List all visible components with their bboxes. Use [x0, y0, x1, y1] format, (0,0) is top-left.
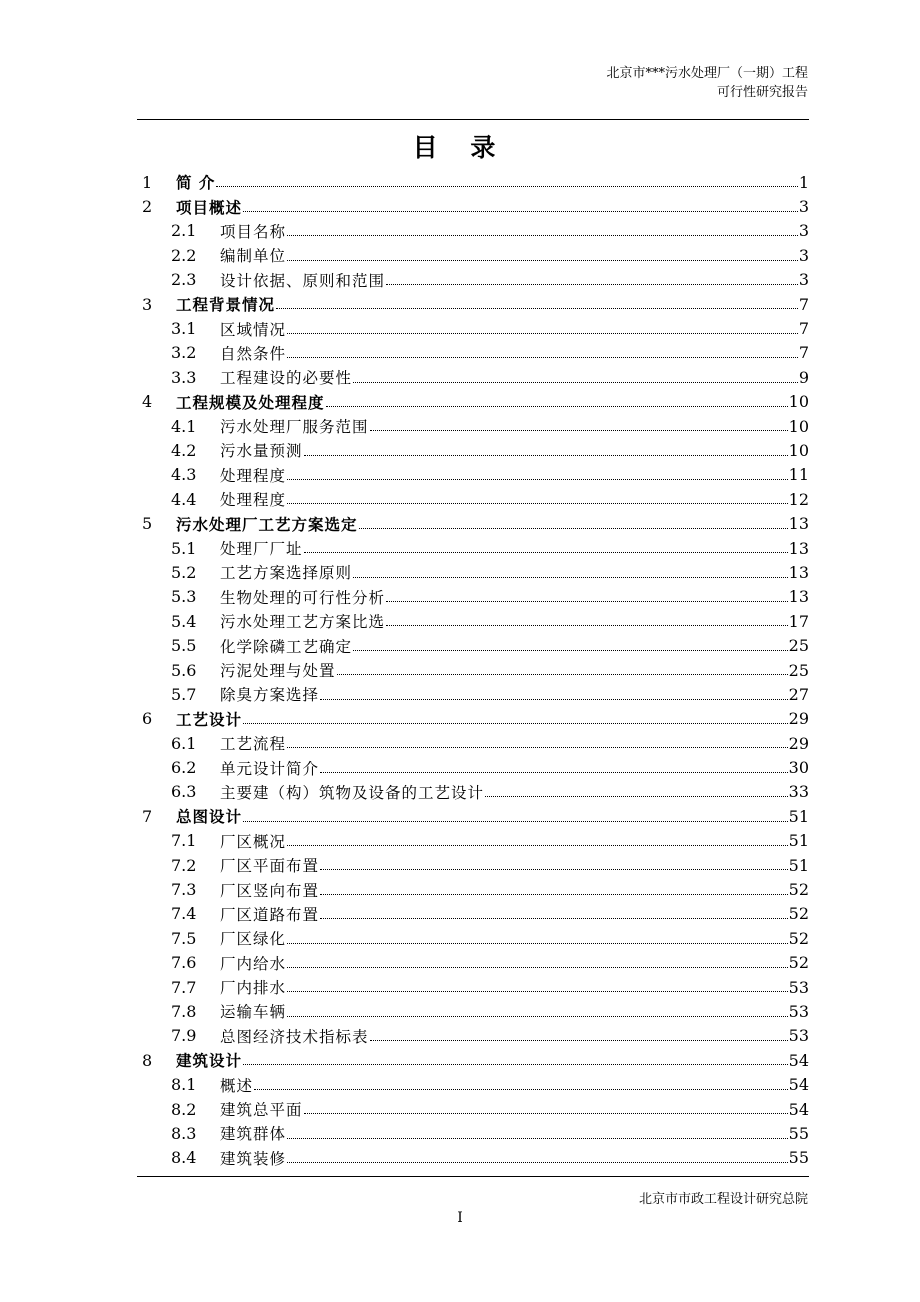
toc-entry-page: 17 — [788, 611, 809, 631]
toc-entry-number: 5.6 — [171, 660, 197, 680]
toc-entry-page: 29 — [788, 709, 809, 729]
toc-entry-page: 3 — [798, 270, 809, 290]
toc-entry-number: 7.4 — [171, 904, 197, 924]
dot-leader — [287, 746, 788, 748]
toc-entry-number: 7.3 — [171, 880, 197, 900]
toc-section-entry[interactable] — [137, 975, 809, 999]
toc-entry-number: 5 — [142, 514, 153, 534]
dot-leader — [276, 307, 798, 309]
toc-entry-label: 建筑装修 — [220, 1149, 287, 1168]
toc-entry-number: 4.1 — [171, 416, 197, 436]
toc-section-entry[interactable] — [137, 902, 809, 926]
toc-entry-page: 13 — [788, 562, 809, 582]
toc-section-entry[interactable] — [137, 926, 809, 950]
toc-section-entry[interactable] — [137, 853, 809, 877]
dot-leader — [304, 1112, 788, 1114]
table-of-contents — [137, 170, 809, 1170]
dot-leader — [287, 844, 788, 846]
toc-entry-page: 11 — [788, 465, 809, 485]
dot-leader — [287, 966, 788, 968]
dot-leader — [287, 502, 788, 504]
toc-entry-page: 52 — [788, 904, 809, 924]
toc-section-entry[interactable] — [137, 414, 809, 438]
toc-title: 目 录 — [412, 133, 508, 162]
toc-entry-number: 7 — [142, 806, 153, 826]
dot-leader — [320, 893, 788, 895]
toc-entry-number: 7.9 — [171, 1026, 197, 1046]
toc-chapter-entry[interactable] — [137, 292, 809, 316]
toc-entry-label: 厂区绿化 — [220, 930, 287, 949]
dot-leader — [370, 429, 788, 431]
toc-entry-page: 51 — [788, 806, 809, 826]
toc-entry-label: 污泥处理与处置 — [220, 662, 336, 680]
toc-chapter-entry[interactable] — [137, 707, 809, 731]
toc-entry-number: 5.7 — [171, 684, 197, 704]
dot-leader — [287, 478, 788, 480]
toc-entry-label: 建筑总平面 — [220, 1101, 303, 1120]
dot-leader — [320, 771, 788, 773]
toc-chapter-entry[interactable] — [137, 511, 809, 535]
toc-entry-number: 7.6 — [171, 953, 197, 973]
toc-entry-page: 52 — [788, 928, 809, 948]
dot-leader — [326, 405, 788, 407]
toc-entry-number: 6.3 — [171, 782, 197, 802]
dot-leader — [320, 917, 788, 919]
toc-entry-number: 2.3 — [171, 270, 197, 290]
toc-entry-page: 53 — [788, 1026, 809, 1046]
toc-entry-label: 工程规模及处理程度 — [176, 393, 325, 412]
toc-section-entry[interactable] — [137, 1072, 809, 1096]
toc-entry-label: 除臭方案选择 — [220, 686, 320, 705]
toc-entry-number: 3.3 — [171, 367, 197, 387]
dot-leader — [353, 649, 788, 651]
toc-entry-label: 处理程度 — [220, 466, 287, 485]
toc-entry-label: 简 介 — [176, 174, 216, 193]
toc-entry-label: 工程背景情况 — [176, 296, 276, 315]
dot-leader — [216, 185, 797, 187]
toc-entry-number: 5.4 — [171, 611, 197, 631]
dot-leader — [353, 381, 798, 383]
toc-entry-label: 总图经济技术指标表 — [220, 1027, 369, 1046]
toc-section-entry[interactable] — [137, 585, 809, 609]
toc-entry-label: 运输车辆 — [220, 1003, 287, 1022]
dot-leader — [320, 868, 788, 870]
dot-leader — [287, 234, 798, 236]
toc-entry-label: 工艺流程 — [220, 735, 287, 754]
toc-entry-label: 主要建（构）筑物及设备的工艺设计 — [220, 783, 485, 802]
toc-section-entry[interactable] — [137, 560, 809, 584]
toc-chapter-entry[interactable] — [137, 194, 809, 218]
dot-leader — [304, 551, 788, 553]
toc-entry-label: 编制单位 — [220, 247, 287, 266]
toc-section-entry[interactable] — [137, 341, 809, 365]
toc-entry-number: 8.1 — [171, 1075, 197, 1095]
toc-entry-label: 厂内给水 — [220, 954, 287, 973]
dot-leader — [243, 210, 798, 212]
toc-section-entry[interactable] — [137, 951, 809, 975]
toc-entry-label: 厂区概况 — [220, 832, 287, 851]
dot-leader — [254, 1088, 788, 1090]
toc-entry-page: 54 — [788, 1050, 809, 1070]
toc-entry-page: 52 — [788, 880, 809, 900]
toc-entry-page: 51 — [788, 855, 809, 875]
toc-entry-number: 1 — [142, 172, 153, 192]
toc-entry-page: 3 — [798, 197, 809, 217]
toc-entry-number: 5.3 — [171, 587, 197, 607]
toc-entry-number: 2 — [142, 197, 153, 217]
toc-section-entry[interactable] — [137, 316, 809, 340]
page-header — [606, 64, 808, 102]
toc-entry-number: 7.8 — [171, 1001, 197, 1021]
toc-entry-number: 6.1 — [171, 733, 197, 753]
toc-chapter-entry[interactable] — [137, 170, 809, 194]
page-number: I — [457, 1210, 463, 1226]
dot-leader — [386, 600, 788, 602]
toc-entry-page: 10 — [788, 416, 809, 436]
toc-entry-page: 12 — [788, 489, 809, 509]
toc-entry-label: 建筑群体 — [220, 1125, 287, 1144]
toc-entry-number: 3 — [142, 294, 153, 314]
toc-entry-number: 4.2 — [171, 440, 197, 460]
toc-entry-label: 污水量预测 — [220, 442, 303, 461]
toc-entry-label: 厂区平面布置 — [220, 857, 320, 876]
dot-leader — [359, 527, 788, 529]
toc-entry-number: 2.2 — [171, 245, 197, 265]
toc-entry-label: 污水处理工艺方案比选 — [220, 613, 386, 632]
toc-entry-label: 处理厂厂址 — [220, 540, 303, 559]
toc-entry-number: 5.1 — [171, 538, 197, 558]
toc-entry-number: 7.7 — [171, 977, 197, 997]
toc-entry-page: 53 — [788, 977, 809, 997]
toc-entry-page: 52 — [788, 953, 809, 973]
toc-entry-number: 7.5 — [171, 928, 197, 948]
toc-entry-page: 10 — [788, 392, 809, 412]
toc-entry-page: 10 — [788, 440, 809, 460]
toc-entry-number: 5.5 — [171, 636, 197, 656]
toc-section-entry[interactable] — [137, 877, 809, 901]
toc-entry-page: 7 — [798, 294, 809, 314]
toc-section-entry[interactable] — [137, 487, 809, 511]
toc-entry-label: 总图设计 — [176, 808, 243, 827]
toc-entry-label: 生物处理的可行性分析 — [220, 588, 386, 607]
dot-leader — [287, 356, 798, 358]
toc-entry-page: 13 — [788, 538, 809, 558]
toc-entry-label: 工艺方案选择原则 — [220, 564, 353, 583]
toc-entry-page: 55 — [788, 1148, 809, 1168]
dot-leader — [287, 332, 798, 334]
dot-leader — [287, 942, 788, 944]
toc-entry-label: 污水处理厂工艺方案选定 — [176, 515, 358, 534]
toc-entry-number: 5.2 — [171, 562, 197, 582]
toc-section-entry[interactable] — [137, 1024, 809, 1048]
dot-leader — [243, 820, 788, 822]
dot-leader — [287, 1015, 788, 1017]
toc-entry-label: 工程建设的必要性 — [220, 369, 353, 388]
toc-entry-page: 7 — [798, 343, 809, 363]
toc-section-entry[interactable] — [137, 633, 809, 657]
toc-entry-number: 2.1 — [171, 221, 197, 241]
toc-section-entry[interactable] — [137, 1146, 809, 1170]
toc-entry-label: 厂内排水 — [220, 979, 287, 998]
dot-leader — [320, 698, 788, 700]
toc-entry-label: 自然条件 — [220, 344, 287, 363]
dot-leader — [370, 1039, 788, 1041]
toc-entry-page: 9 — [798, 367, 809, 387]
dot-leader — [485, 795, 788, 797]
toc-entry-number: 3.2 — [171, 343, 197, 363]
toc-entry-label: 概述 — [220, 1076, 254, 1095]
toc-entry-page: 25 — [788, 660, 809, 680]
dot-leader — [353, 576, 788, 578]
toc-entry-label: 设计依据、原则和范围 — [220, 271, 386, 290]
toc-entry-page: 29 — [788, 733, 809, 753]
toc-section-entry[interactable] — [137, 243, 809, 267]
toc-section-entry[interactable] — [137, 365, 809, 389]
toc-section-entry[interactable] — [137, 829, 809, 853]
toc-entry-page: 30 — [788, 758, 809, 778]
toc-entry-number: 4.3 — [171, 465, 197, 485]
toc-section-entry[interactable] — [137, 1097, 809, 1121]
dot-leader — [243, 1063, 788, 1065]
toc-chapter-entry[interactable] — [137, 1048, 809, 1072]
toc-chapter-entry[interactable] — [137, 390, 809, 414]
toc-entry-label: 厂区道路布置 — [220, 905, 320, 924]
toc-entry-label: 区域情况 — [220, 320, 287, 339]
toc-section-entry[interactable] — [137, 438, 809, 462]
toc-section-entry[interactable] — [137, 268, 809, 292]
toc-entry-number: 4 — [142, 392, 153, 412]
toc-entry-label: 化学除磷工艺确定 — [220, 637, 353, 656]
dot-leader — [287, 259, 798, 261]
toc-entry-number: 7.1 — [171, 831, 197, 851]
toc-entry-label: 单元设计简介 — [220, 759, 320, 778]
header-report-type: 可行性研究报告 — [716, 85, 808, 100]
toc-section-entry[interactable] — [137, 609, 809, 633]
toc-entry-label: 项目名称 — [220, 222, 287, 241]
toc-entry-page: 55 — [788, 1123, 809, 1143]
dot-leader — [287, 990, 788, 992]
toc-entry-page: 53 — [788, 1001, 809, 1021]
footer-organization: 北京市市政工程设计研究总院 — [638, 1192, 808, 1207]
dot-leader — [287, 1137, 788, 1139]
toc-section-entry[interactable] — [137, 463, 809, 487]
toc-entry-page: 3 — [798, 245, 809, 265]
toc-entry-page: 13 — [788, 514, 809, 534]
toc-section-entry[interactable] — [137, 999, 809, 1023]
toc-entry-page: 54 — [788, 1075, 809, 1095]
toc-entry-page: 3 — [798, 221, 809, 241]
toc-section-entry[interactable] — [137, 536, 809, 560]
dot-leader — [304, 454, 788, 456]
toc-entry-number: 6.2 — [171, 758, 197, 778]
toc-entry-page: 7 — [798, 319, 809, 339]
toc-entry-number: 8.2 — [171, 1099, 197, 1119]
toc-entry-number: 4.4 — [171, 489, 197, 509]
toc-section-entry[interactable] — [137, 658, 809, 682]
toc-section-entry[interactable] — [137, 780, 809, 804]
toc-entry-page: 13 — [788, 587, 809, 607]
toc-entry-page: 27 — [788, 684, 809, 704]
toc-entry-page: 54 — [788, 1099, 809, 1119]
dot-leader — [337, 673, 788, 675]
footer-divider — [137, 1176, 809, 1177]
toc-section-entry[interactable] — [137, 755, 809, 779]
toc-entry-number: 8 — [142, 1050, 153, 1070]
toc-entry-label: 建筑设计 — [176, 1052, 243, 1071]
toc-entry-label: 厂区竖向布置 — [220, 881, 320, 900]
toc-section-entry[interactable] — [137, 219, 809, 243]
toc-entry-page: 51 — [788, 831, 809, 851]
header-project-title: 北京市***污水处理厂（一期）工程 — [606, 66, 808, 81]
toc-entry-number: 7.2 — [171, 855, 197, 875]
toc-entry-page: 25 — [788, 636, 809, 656]
toc-entry-number: 3.1 — [171, 319, 197, 339]
header-divider — [137, 119, 809, 120]
toc-entry-number: 6 — [142, 709, 153, 729]
toc-entry-label: 工艺设计 — [176, 710, 243, 729]
toc-entry-label: 处理程度 — [220, 491, 287, 510]
dot-leader — [287, 1161, 788, 1163]
dot-leader — [386, 283, 798, 285]
dot-leader — [243, 722, 788, 724]
toc-entry-label: 项目概述 — [176, 198, 243, 217]
toc-chapter-entry[interactable] — [137, 804, 809, 828]
toc-section-entry[interactable] — [137, 682, 809, 706]
dot-leader — [386, 624, 788, 626]
toc-entry-number: 8.4 — [171, 1148, 197, 1168]
toc-entry-label: 污水处理厂服务范围 — [220, 418, 369, 437]
toc-entry-page: 1 — [798, 172, 809, 192]
toc-section-entry[interactable] — [137, 731, 809, 755]
toc-entry-number: 8.3 — [171, 1123, 197, 1143]
toc-entry-page: 33 — [788, 782, 809, 802]
toc-section-entry[interactable] — [137, 1121, 809, 1145]
